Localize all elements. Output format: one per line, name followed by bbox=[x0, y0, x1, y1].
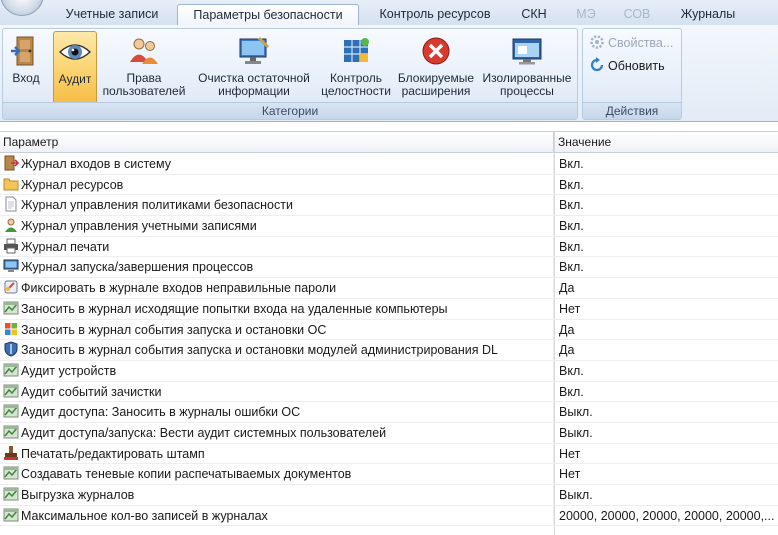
gear-icon bbox=[589, 34, 605, 50]
value-cell[interactable]: Вкл. bbox=[559, 157, 584, 171]
table-row[interactable] bbox=[0, 299, 778, 320]
parameter-name: Журнал ресурсов bbox=[21, 177, 124, 192]
value-cell[interactable]: Нет bbox=[559, 301, 581, 316]
parameter-name: Печатать/редактировать штамп bbox=[21, 446, 205, 461]
parameter-cell[interactable] bbox=[0, 278, 554, 298]
value-cell[interactable]: Вкл. bbox=[559, 384, 584, 399]
categories-group bbox=[2, 28, 578, 120]
table-row[interactable] bbox=[0, 423, 778, 444]
windows-icon bbox=[3, 321, 19, 337]
tab-resource-control[interactable]: Контроль ресурсов bbox=[379, 7, 491, 21]
value-cell[interactable]: Выкл. bbox=[559, 405, 593, 420]
tab-accounts[interactable]: Учетные записи bbox=[65, 7, 159, 21]
setting-icon bbox=[3, 403, 19, 419]
value-cell[interactable]: Вкл. bbox=[559, 260, 584, 275]
table-row[interactable] bbox=[0, 382, 778, 403]
integrity-grid-icon bbox=[339, 34, 373, 68]
value-cell[interactable]: Вкл. bbox=[559, 219, 584, 234]
parameter-name: Максимальное кол-во записей в журналах bbox=[21, 508, 268, 523]
parameter-name: Журнал печати bbox=[21, 239, 110, 254]
parameter-name: Журнал входов в систему bbox=[21, 157, 171, 171]
parameter-name: Аудит устройств bbox=[21, 363, 117, 378]
ribbon bbox=[0, 25, 778, 122]
table-row[interactable] bbox=[0, 216, 778, 237]
parameter-cell[interactable] bbox=[0, 257, 554, 277]
table-row[interactable] bbox=[0, 485, 778, 506]
refresh-button[interactable] bbox=[589, 57, 665, 75]
setting-icon bbox=[3, 300, 19, 316]
printer-icon bbox=[3, 238, 19, 254]
table-row[interactable] bbox=[0, 340, 778, 361]
parameter-name: Заносить в журнал исходящие попытки входа на удаленные компьютеры bbox=[21, 301, 448, 316]
table-row[interactable] bbox=[0, 402, 778, 423]
door-login-icon bbox=[9, 34, 43, 68]
tab-me: МЭ bbox=[576, 7, 596, 21]
category-isolated-proc-label: Изолированные процессы bbox=[482, 71, 572, 98]
parameter-name: Заносить в журнал события запуска и остановки модулей администрирования DL bbox=[21, 343, 498, 358]
shield-icon bbox=[3, 341, 19, 357]
table-row[interactable] bbox=[0, 257, 778, 278]
monitor-icon bbox=[3, 258, 19, 274]
tab-journals[interactable]: Журналы bbox=[680, 7, 736, 21]
parameter-cell[interactable] bbox=[0, 506, 554, 526]
application-menu-button[interactable] bbox=[0, 0, 44, 16]
value-cell[interactable]: Вкл. bbox=[559, 363, 584, 378]
actions-group-label: Действия bbox=[583, 102, 681, 119]
setting-icon bbox=[3, 362, 19, 378]
parameter-cell[interactable] bbox=[0, 175, 554, 195]
parameter-name: Создавать теневые копии распечатываемых документов bbox=[21, 467, 352, 482]
value-cell[interactable]: Да bbox=[559, 343, 575, 358]
value-cell[interactable]: Да bbox=[559, 322, 575, 337]
category-integrity-label: Контроль целостности bbox=[321, 71, 391, 98]
user-icon bbox=[3, 217, 19, 233]
column-header-parameter[interactable]: Параметр bbox=[0, 132, 554, 153]
table-row[interactable] bbox=[0, 154, 778, 175]
tab-security-settings[interactable]: Параметры безопасности bbox=[177, 4, 359, 27]
table-row[interactable] bbox=[0, 237, 778, 258]
category-audit-button[interactable] bbox=[53, 31, 97, 104]
setting-icon bbox=[3, 424, 19, 440]
category-cleanup-label: Очистка остаточной информации bbox=[198, 71, 310, 98]
value-cell[interactable]: Выкл. bbox=[559, 425, 593, 440]
value-cell[interactable]: Нет bbox=[559, 467, 581, 482]
monitor-cleanup-icon bbox=[237, 34, 271, 68]
parameter-cell[interactable] bbox=[0, 154, 554, 174]
column-header-value[interactable]: Значение bbox=[558, 135, 612, 149]
setting-icon bbox=[3, 383, 19, 399]
value-cell[interactable]: Вкл. bbox=[559, 239, 584, 254]
setting-icon bbox=[3, 507, 19, 523]
category-login-label: Вход bbox=[12, 71, 40, 85]
parameter-cell[interactable] bbox=[0, 340, 554, 360]
blocked-icon bbox=[419, 34, 453, 68]
parameter-cell[interactable] bbox=[0, 195, 554, 215]
parameter-cell[interactable] bbox=[0, 216, 554, 236]
stamp-icon bbox=[3, 445, 19, 461]
properties-label: Свойства... bbox=[608, 36, 674, 50]
table-row[interactable] bbox=[0, 278, 778, 299]
parameter-cell[interactable] bbox=[0, 382, 554, 402]
parameter-name: Журнал управления учетными записями bbox=[21, 219, 257, 234]
parameter-cell[interactable] bbox=[0, 361, 554, 381]
value-cell[interactable]: Вкл. bbox=[559, 177, 584, 192]
value-cell[interactable]: Выкл. bbox=[559, 488, 593, 502]
ribbon-tab-strip bbox=[0, 0, 778, 26]
value-cell[interactable]: Вкл. bbox=[559, 198, 584, 213]
folder-icon bbox=[3, 176, 19, 192]
grid-rows bbox=[0, 154, 778, 526]
table-row[interactable] bbox=[0, 320, 778, 341]
parameter-cell[interactable] bbox=[0, 464, 554, 484]
parameters-grid bbox=[0, 131, 778, 535]
category-user-rights-label: Права пользователей bbox=[102, 71, 186, 98]
parameter-name: Журнал запуска/завершения процессов bbox=[21, 260, 254, 275]
category-blocked-ext-button[interactable] bbox=[393, 31, 479, 104]
table-row[interactable] bbox=[0, 195, 778, 216]
users-rights-icon bbox=[127, 34, 161, 68]
parameter-name: Выгрузка журналов bbox=[21, 488, 135, 502]
table-row[interactable] bbox=[0, 506, 778, 527]
key-icon bbox=[3, 279, 19, 295]
login-journal-icon bbox=[3, 155, 19, 171]
refresh-label: Обновить bbox=[608, 59, 665, 73]
parameter-name: Заносить в журнал события запуска и остановки ОС bbox=[21, 322, 327, 337]
table-row[interactable] bbox=[0, 361, 778, 382]
value-cell[interactable]: Да bbox=[559, 281, 575, 296]
grid-header bbox=[0, 131, 778, 153]
value-cell[interactable]: Нет bbox=[559, 446, 581, 461]
actions-group bbox=[582, 28, 682, 120]
category-audit-label: Аудит bbox=[58, 72, 92, 86]
parameter-cell[interactable] bbox=[0, 423, 554, 443]
properties-button[interactable] bbox=[589, 34, 673, 52]
category-cleanup-button[interactable] bbox=[191, 31, 317, 104]
parameter-cell[interactable] bbox=[0, 485, 554, 505]
category-blocked-ext-label: Блокируемые расширения bbox=[397, 71, 475, 98]
table-row[interactable] bbox=[0, 464, 778, 485]
parameter-name: Журнал управления политиками безопасности bbox=[21, 198, 293, 213]
parameter-name: Аудит событий зачистки bbox=[21, 384, 162, 399]
eye-audit-icon bbox=[58, 35, 92, 69]
parameter-name: Фиксировать в журнале входов неправильные пароли bbox=[21, 281, 337, 296]
table-row[interactable] bbox=[0, 175, 778, 196]
parameter-name: Аудит доступа/запуска: Вести аудит системных пользователей bbox=[21, 425, 387, 440]
tab-sov: СОВ bbox=[623, 7, 651, 21]
value-cell[interactable]: 20000, 20000, 20000, 20000, 20000,... bbox=[559, 508, 775, 523]
category-isolated-proc-button[interactable] bbox=[479, 31, 575, 104]
table-row[interactable] bbox=[0, 444, 778, 465]
category-user-rights-button[interactable] bbox=[99, 31, 189, 104]
parameter-cell[interactable] bbox=[0, 444, 554, 464]
setting-icon bbox=[3, 486, 19, 502]
document-icon bbox=[3, 196, 19, 212]
parameter-cell[interactable] bbox=[0, 299, 554, 319]
refresh-icon bbox=[589, 57, 605, 73]
isolated-window-icon bbox=[510, 34, 544, 68]
category-integrity-button[interactable] bbox=[317, 31, 395, 104]
parameter-cell[interactable] bbox=[0, 320, 554, 340]
parameter-cell[interactable] bbox=[0, 402, 554, 422]
categories-group-label: Категории bbox=[3, 102, 577, 119]
category-login-button[interactable] bbox=[9, 31, 43, 104]
parameter-cell[interactable] bbox=[0, 237, 554, 257]
tab-skn[interactable]: СКН bbox=[521, 7, 547, 21]
parameter-name: Аудит доступа: Заносить в журналы ошибки ОС bbox=[21, 405, 301, 420]
setting-icon bbox=[3, 465, 19, 481]
